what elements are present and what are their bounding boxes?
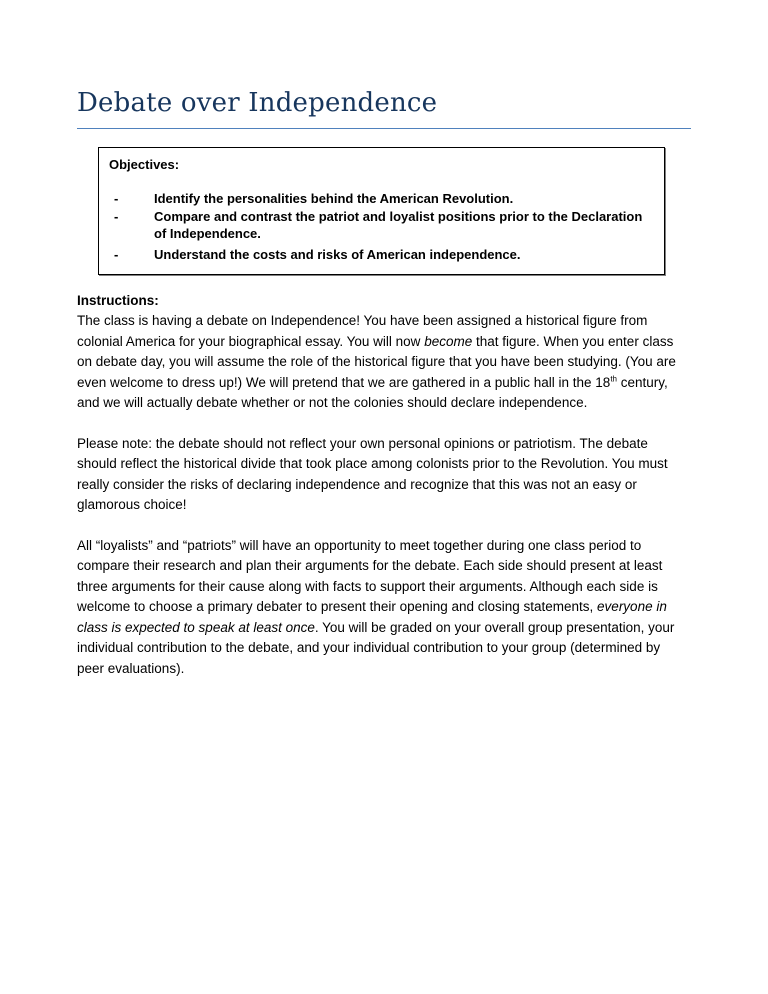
paragraph-text: that figure. When you enter class on debate day, you will assume the role of the historical figure that you have been studying. (You are even welcome to dress up!) We will pretend that we are gathered in a public hall in the 18 <box>77 333 676 390</box>
objective-item <box>109 190 649 207</box>
objectives-heading: Objectives: <box>109 157 180 172</box>
paragraph-text: century, and we will actually debate whether or not the colonies should declare independence. <box>77 374 668 410</box>
title-underline <box>77 128 691 129</box>
instructions-paragraph-2: Please note: the debate should not reflect your own personal opinions or patriotism. The debate should reflect the historical divide that took place among colonists prior to the Revolution. You must really consider the risks of declaring independence and recognize that this was not an easy or glamorous choice! <box>77 435 668 512</box>
objectives-list <box>109 190 649 264</box>
paragraph-text: The class is having a debate on Independence! You have been assigned a historical figure from colonial America for your biographical essay. You will now <box>77 313 648 349</box>
instructions-paragraph-1 <box>77 311 687 414</box>
objective-item <box>109 246 649 263</box>
objective-item <box>109 208 649 242</box>
instructions-section <box>77 291 687 699</box>
bullet-dash: - <box>114 247 119 262</box>
objectives-box <box>98 147 665 275</box>
superscript: th <box>610 374 617 383</box>
emphasis-text: everyone in class is expected to speak at least once <box>77 599 667 635</box>
emphasis-text: become <box>424 333 473 349</box>
objective-text: Identify the personalities behind the American Revolution. <box>154 191 514 206</box>
objective-text: Understand the costs and risks of American independence. <box>154 247 521 262</box>
paragraph-text: . You will be graded on your overall group presentation, your individual contribution to the debate, and your individual contribution to your group (determined by peer evaluations). <box>77 619 675 676</box>
instructions-heading: Instructions: <box>77 293 159 308</box>
objective-text: Compare and contrast the patriot and loyalist positions prior to the Declaration of Independence. <box>154 209 643 241</box>
paragraph-text: All “loyalists” and “patriots” will have an opportunity to meet together during one class period to compare their research and plan their arguments for the debate. Each side should present at least three arguments for their cause along with facts to support their arguments. Although each side is welcome to choose a primary debater to present their opening and closing statements, <box>77 537 663 614</box>
bullet-dash: - <box>114 209 119 224</box>
instructions-paragraph-3 <box>77 536 687 680</box>
bullet-dash: - <box>114 191 119 206</box>
page-title: Debate over Independence <box>77 88 438 118</box>
